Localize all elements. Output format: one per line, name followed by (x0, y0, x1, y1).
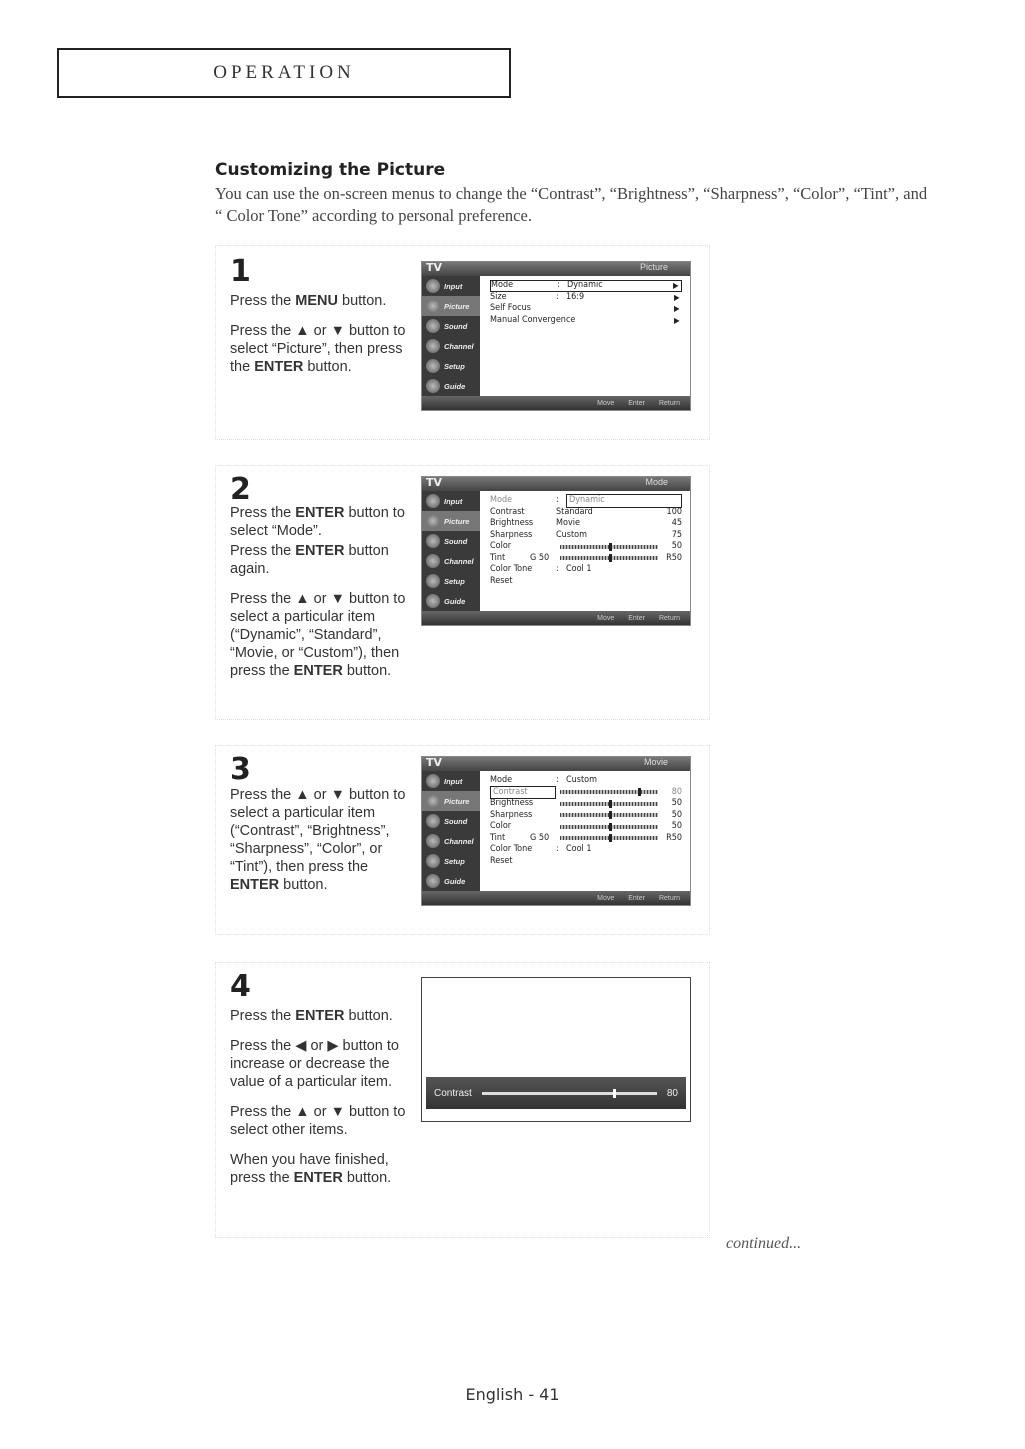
osd-side-setup: Setup (422, 851, 480, 871)
step-text-line: Press the ENTER button to select “Mode”. (230, 505, 405, 539)
step-number: 3 (230, 752, 251, 787)
tv-screen (421, 756, 691, 906)
osd-side-sound: Sound (422, 811, 480, 831)
osd-side-picture: Picture (422, 791, 480, 811)
intro-text: You can use the on-screen menus to change the “Contrast”, “Brightness”, “Sharpness”, “Color”, “Tint”, and “ Color Tone” according to personal preference. (215, 184, 928, 225)
step-text-line: Press the ▲ or ▼ button to select other items. (230, 1104, 406, 1138)
osd-row: Color Tone : Cool 1 (490, 844, 592, 854)
step-2 (215, 465, 710, 720)
osd-row: Contrast 80 (490, 787, 682, 799)
step-text-line: Press the ◀ or ▶ button to increase or decrease the value of a particular item. (230, 1038, 399, 1090)
step-number: 4 (230, 969, 251, 1004)
channel-icon (426, 834, 440, 848)
osd-row: Tint G 50 R50 (490, 552, 682, 563)
osd-side-input: Input (422, 491, 480, 511)
osd-row: Sharpness Custom 75 (490, 529, 682, 540)
guide-icon (426, 594, 440, 608)
channel-icon (426, 554, 440, 568)
sound-icon (426, 534, 440, 548)
osd-row: Contrast Standard 100 (490, 506, 682, 517)
slider-bar (560, 836, 658, 840)
setup-icon (426, 854, 440, 868)
osd-side-guide: Guide (422, 376, 480, 396)
osd-row: Color 50 (490, 821, 682, 831)
step-instructions (230, 786, 420, 906)
step-4 (215, 962, 710, 1238)
step-text-line: Press the MENU button. (230, 293, 387, 309)
arrow-right-icon: ▶ (674, 304, 680, 313)
adjust-value: 80 (666, 1087, 678, 1099)
osd-side-channel: Channel (422, 831, 480, 851)
osd-menu-list (490, 280, 682, 326)
picture-icon (426, 299, 440, 313)
adjust-slider (482, 1092, 657, 1095)
osd-row: Self Focus ▶ (490, 303, 682, 315)
osd-side-channel: Channel (422, 336, 480, 356)
osd-side-channel: Channel (422, 551, 480, 571)
osd-menu-title: Mode (645, 477, 668, 487)
osd-side-input: Input (422, 771, 480, 791)
step-instructions (230, 1007, 420, 1199)
input-icon (426, 774, 440, 788)
osd-top-bar (422, 757, 690, 771)
channel-icon (426, 339, 440, 353)
osd-menu-list (490, 495, 682, 587)
osd-side-sound: Sound (422, 531, 480, 551)
osd-row: Color Tone : Cool 1 (490, 564, 592, 574)
adjust-bar (426, 1077, 686, 1109)
slider-bar (560, 790, 658, 794)
osd-sidebar (422, 771, 480, 891)
step-text-line: When you have finished, press the ENTER button. (230, 1152, 392, 1186)
header-box (57, 48, 511, 98)
slider-bar (560, 802, 658, 806)
step-instructions (230, 292, 420, 388)
header-title: OPERATION (213, 62, 355, 83)
osd-side-guide: Guide (422, 871, 480, 891)
osd-side-sound: Sound (422, 316, 480, 336)
sound-icon (426, 319, 440, 333)
page-footer: English - 41 (465, 1385, 560, 1404)
step-number: 2 (230, 472, 251, 507)
osd-row: Brightness Movie 45 (490, 518, 682, 528)
osd-row: Mode : Custom (490, 775, 598, 785)
setup-icon (426, 574, 440, 588)
adjust-label: Contrast (434, 1087, 472, 1099)
osd-side-guide: Guide (422, 591, 480, 611)
osd-tv-label: TV (426, 261, 443, 274)
setup-icon (426, 359, 440, 373)
osd-menu-title: Movie (643, 757, 668, 767)
tv-screen (421, 476, 691, 626)
step-text-line: Press the ▲ or ▼ button to select a particular item (“Dynamic”, “Standard”, “Movie, or “Custom”), then press the ENTER button. (230, 591, 406, 679)
guide-icon (426, 379, 440, 393)
picture-icon (426, 514, 440, 528)
osd-bottom-bar: Move Enter Return (422, 396, 690, 410)
continued-note: continued... (726, 1235, 802, 1252)
osd-tv-label: TV (426, 476, 443, 489)
slider-bar (560, 813, 658, 817)
step-number: 1 (230, 254, 251, 289)
step-1 (215, 245, 710, 440)
osd-row: Mode : Dynamic ▶ (490, 280, 682, 292)
input-icon (426, 279, 440, 293)
osd-row: Tint G 50 R50 (490, 832, 682, 843)
osd-side-setup: Setup (422, 356, 480, 376)
slider-bar (560, 556, 658, 560)
arrow-right-icon: ▶ (673, 281, 679, 290)
osd-row: Manual Convergence ▶ (490, 315, 682, 327)
osd-bottom-bar: Move Enter Return (422, 611, 690, 625)
osd-side-input: Input (422, 276, 480, 296)
step-3 (215, 745, 710, 935)
osd-sidebar (422, 491, 480, 611)
osd-tv-label: TV (426, 756, 443, 769)
step-text-line: Press the ▲ or ▼ button to select “Picture”, then press the ENTER button. (230, 323, 406, 375)
slider-bar (560, 825, 658, 829)
osd-row: Sharpness 50 (490, 809, 682, 820)
sound-icon (426, 814, 440, 828)
osd-row: Reset (490, 575, 513, 586)
osd-menu-title: Picture (639, 262, 668, 272)
osd-row: Reset (490, 855, 513, 866)
tv-screen (421, 261, 691, 411)
osd-bottom-bar: Move Enter Return (422, 891, 690, 905)
osd-top-bar (422, 477, 690, 491)
osd-row: Mode : Dynamic (490, 495, 682, 507)
osd-menu-list (490, 775, 682, 867)
arrow-right-icon: ▶ (674, 315, 680, 325)
osd-row: Size : 16:9 ▶ (490, 292, 682, 304)
step-text-line: Press the ENTER button again. (230, 543, 389, 577)
osd-row: Brightness 50 (490, 798, 682, 808)
osd-top-bar (422, 262, 690, 276)
arrow-right-icon: ▶ (674, 292, 680, 302)
input-icon (426, 494, 440, 508)
slider-bar (560, 545, 658, 549)
picture-icon (426, 794, 440, 808)
osd-side-setup: Setup (422, 571, 480, 591)
osd-sidebar (422, 276, 480, 396)
osd-row: Color 50 (490, 541, 682, 551)
step-instructions (230, 504, 420, 692)
guide-icon (426, 874, 440, 888)
tv-screen-adjust (421, 977, 691, 1122)
osd-side-picture: Picture (422, 296, 480, 316)
section-title: Customizing the Picture (215, 160, 446, 180)
step-text-line: Press the ▲ or ▼ button to select a particular item (“Contrast”, “Brightness”, “Sharpness”, “Color”, or “Tint”), then press the ENTER button. (230, 787, 406, 893)
step-text-line: Press the ENTER button. (230, 1008, 393, 1024)
osd-side-picture: Picture (422, 511, 480, 531)
